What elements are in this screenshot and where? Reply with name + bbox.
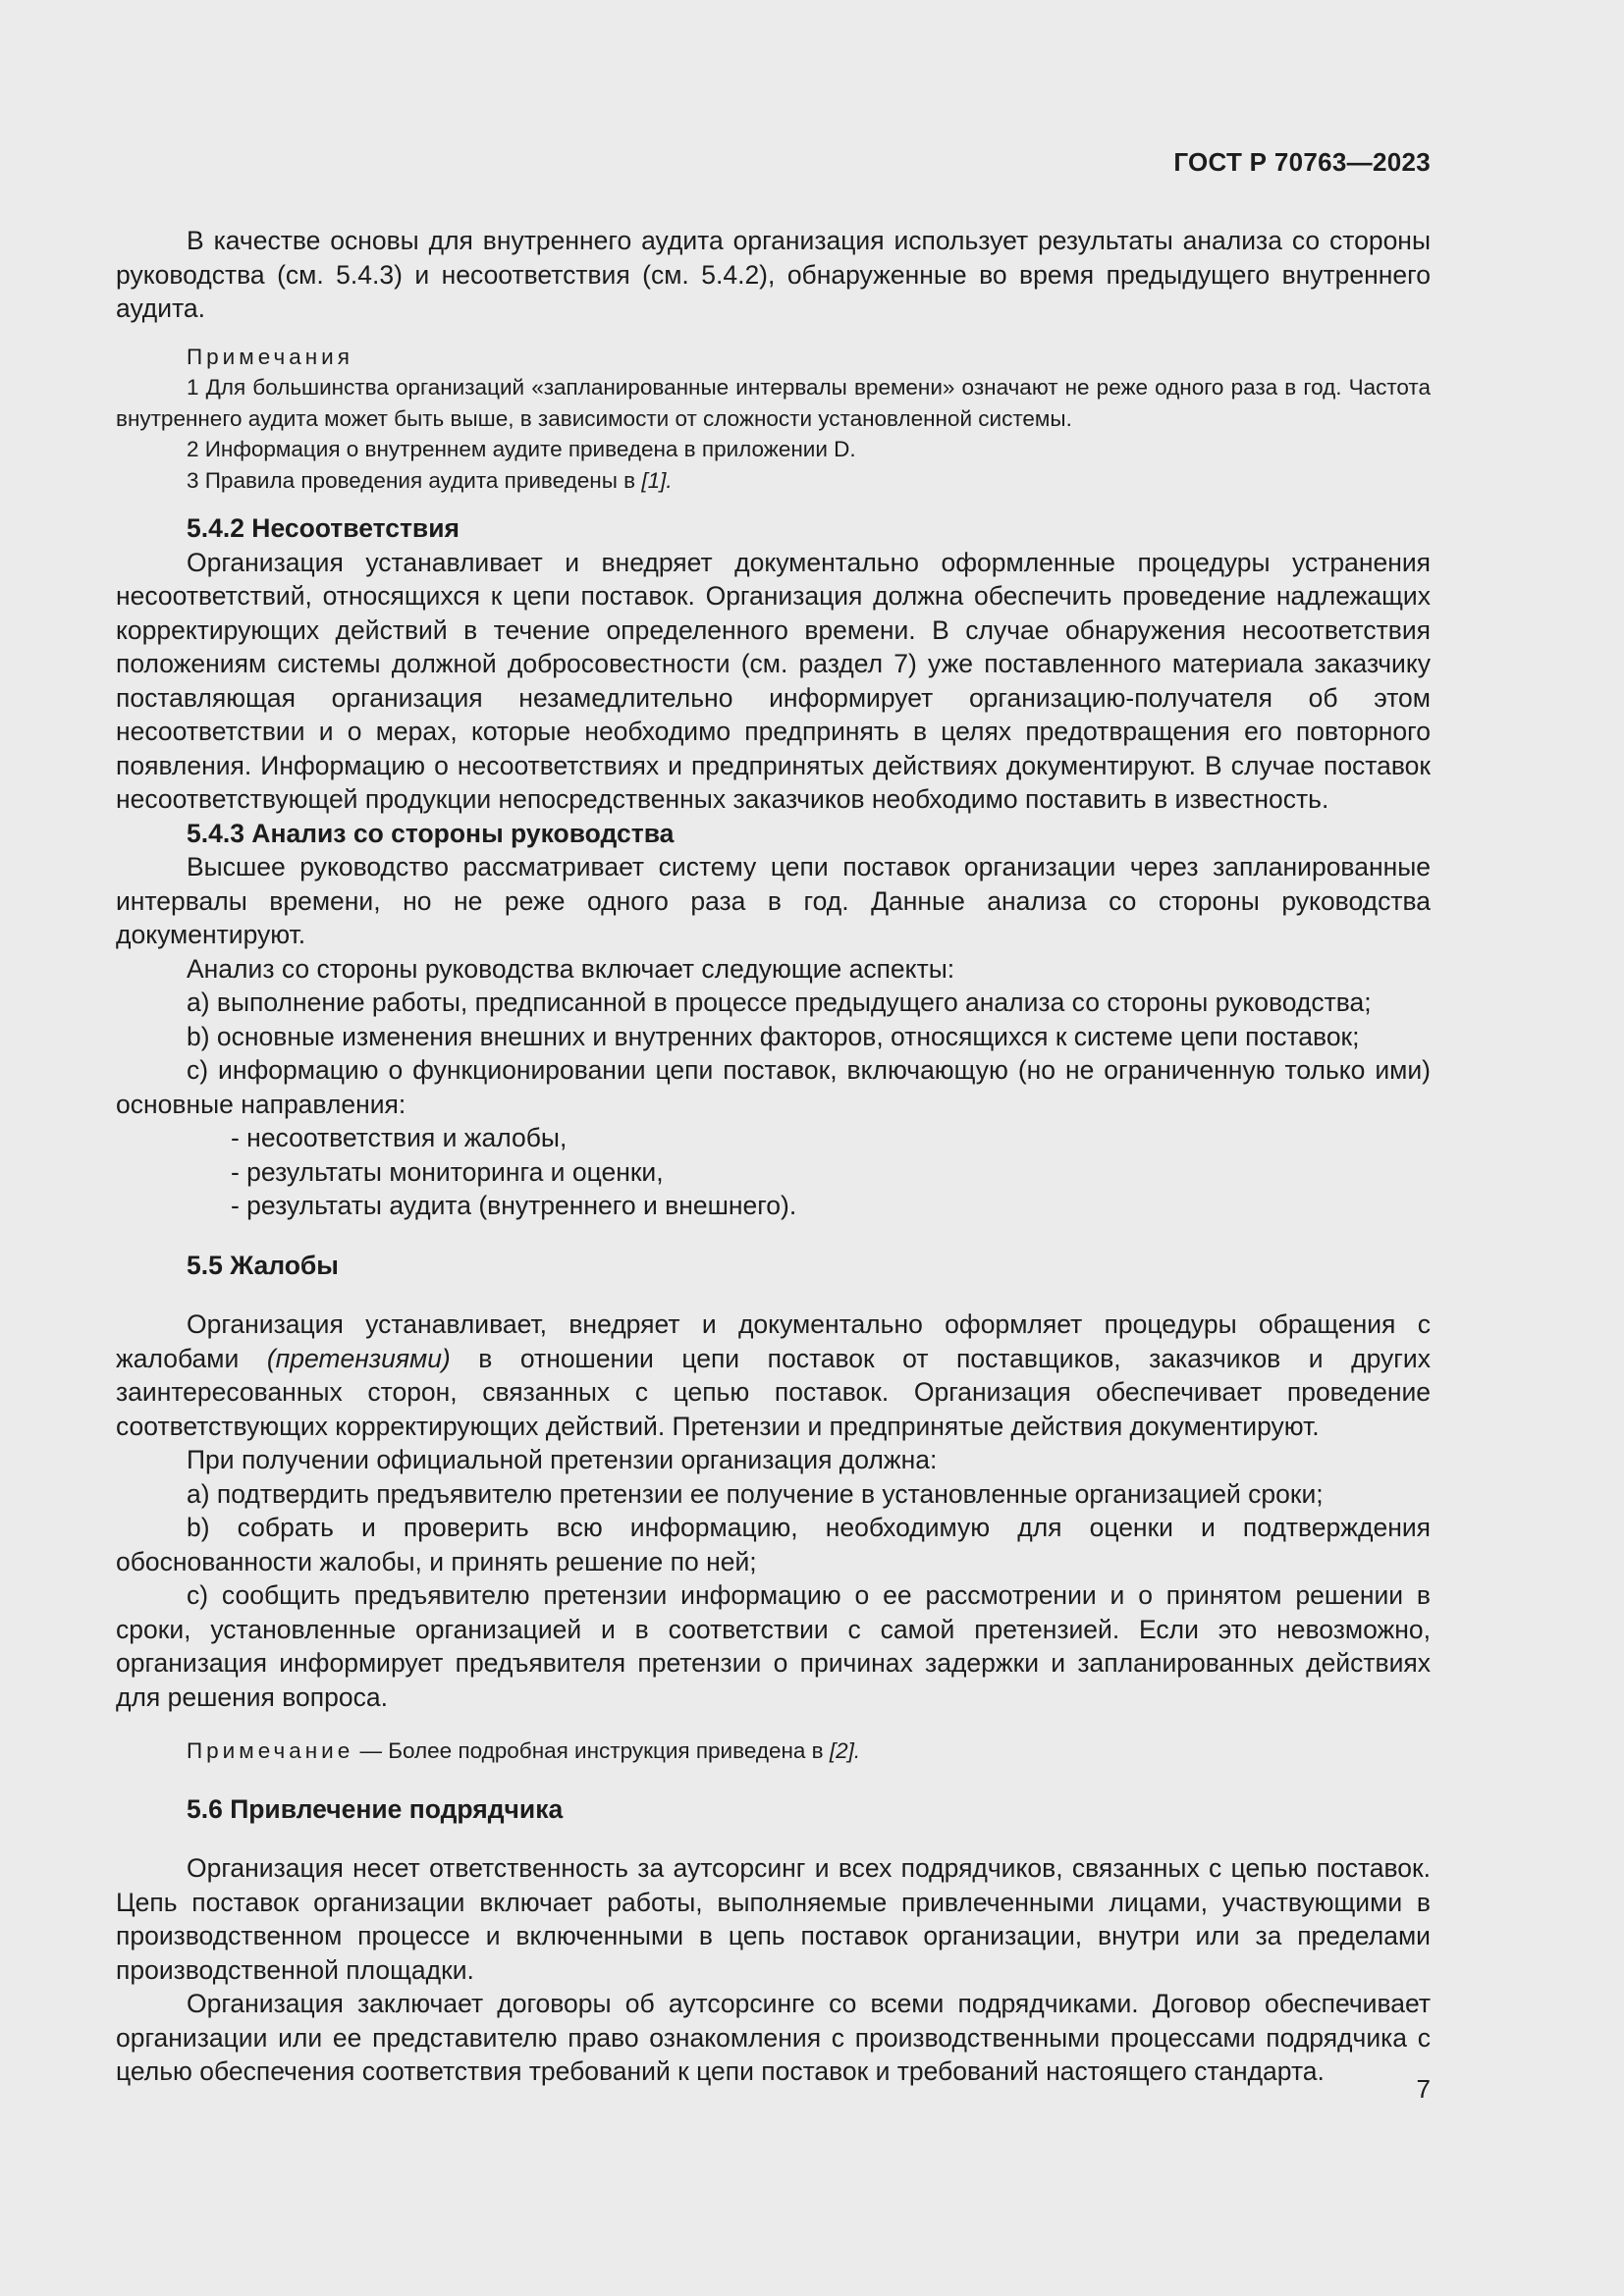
note-heading: Примечание (187, 1738, 354, 1763)
list-item: c) сообщить предъявителю претензии информацию о ее рассмотрении и о принятом решении в сроки, установленные организацией и в соответствии с самой претензией. Если это невозможно, организация информирует предъявителя претензии о причинах задержки и запланированных действиях для решения вопроса. (116, 1580, 1431, 1712)
bibliography-ref: [2]. (829, 1738, 861, 1763)
note-paragraph (116, 1735, 1431, 1767)
note-item: 1 Для большинства организаций «запланированные интервалы времени» означают не реже одного раза в год. Частота внутреннего аудита может быть выше, в зависимости от сложности установленной системы. (116, 375, 1431, 431)
list-item: b) основные изменения внешних и внутренних факторов, относящихся к системе цепи поставок; (187, 1021, 1360, 1051)
section-paragraph: Организация несет ответственность за аутсорсинг и всех подрядчиков, связанных с цепью поставок. Цепь поставок организации включает работы, выполняемые привлеченными лицами, участвующими в производственном процессе и включенными в цепь поставок организации, внутри или за пределами производственной площадки. (116, 1853, 1431, 1985)
list-item: b) собрать и проверить всю информацию, необходимую для оценки и подтверждения обоснованности жалобы, и принять решение по ней; (116, 1513, 1431, 1576)
section-paragraph: Организация устанавливает и внедряет документально оформленные процедуры устранения несоответствий, относящихся к цепи поставок. Организация должна обеспечить проведение надлежащих корректирующих действий в течение определенного времени. В случае обнаружения несоответствия положениям системы должной добросовестности (см. раздел 7) уже поставленного материала заказчику поставляющая организация незамедлительно информирует организацию-получателя об этом несоответствии и о мерах, которые необходимо предпринять в целях предотвращения его повторного появления. Информацию о несоответствиях и предпринятых действиях документируют. В случае поставок несоответствующей продукции непосредственных заказчиков необходимо поставить в известность. (116, 547, 1431, 814)
dash-item: - несоответствия и жалобы, (231, 1123, 568, 1152)
note-text: — Более подробная инструкция приведена в (359, 1738, 824, 1763)
note-item (116, 465, 1431, 497)
note-item: 2 Информация о внутреннем аудите приведена в приложении D. (187, 437, 856, 461)
section-title-5-4-2: 5.4.2 Несоответствия (187, 513, 460, 543)
intro-paragraph: В качестве основы для внутреннего аудита организация использует результаты анализа со стороны руководства (см. 5.4.3) и несоответствия (см. 5.4.2), обнаруженные во время предыдущего внутреннего аудита. (116, 226, 1431, 323)
paragraph-text: Организация устанавливает, внедряет и документально оформляет процедуры обращения с жалобами (116, 1309, 1431, 1373)
dash-item: - результаты мониторинга и оценки, (231, 1156, 664, 1187)
paragraph-text: в отношении цепи поставок от поставщиков, заказчиков и других заинтересованных сторон, связанных с цепью поставок. Организация обеспечивает проведение соответствующих корректирующих действий. Претензии и предпринятые действия документируют. (116, 1343, 1431, 1441)
list-item: c) информацию о функционировании цепи поставок, включающую (но не ограниченную только ими) основные направления: (116, 1055, 1431, 1119)
paragraph-emphasis: (претензиями) (266, 1343, 451, 1373)
page-number: 7 (1416, 2074, 1431, 2104)
section-paragraph: Высшее руководство рассматривает систему цепи поставок организации через запланированные интервалы времени, но не реже одного раза в год. Данные анализа со стороны руководства документируют. (116, 852, 1431, 949)
section-paragraph: Организация заключает договоры об аутсорсинге со всеми подрядчиками. Договор обеспечивает организации или ее представителю право ознакомления с производственными процессами подрядчика с целью обеспечения соответствия требований к цепи поставок и требований настоящего стандарта. (116, 1989, 1431, 2086)
section-paragraph: При получении официальной претензии организация должна: (187, 1445, 938, 1474)
bibliography-ref: [1]. (641, 467, 673, 493)
section-paragraph: Анализ со стороны руководства включает следующие аспекты: (187, 953, 955, 984)
document-body (116, 224, 1431, 2089)
document-code-header: ГОСТ Р 70763—2023 (1173, 147, 1431, 177)
section-title-5-6: 5.6 Привлечение подрядчика (187, 1793, 564, 1824)
list-item: a) подтвердить предъявителю претензии ее получение в установленные организацией сроки; (187, 1478, 1324, 1509)
notes-heading: Примечания (187, 344, 353, 369)
section-title-5-5: 5.5 Жалобы (187, 1250, 339, 1280)
dash-item: - результаты аудита (внутреннего и внешнего). (231, 1191, 797, 1220)
section-title-5-4-3: 5.4.3 Анализ со стороны руководства (187, 818, 675, 848)
list-item: a) выполнение работы, предписанной в процессе предыдущего анализа со стороны руководства; (187, 988, 1372, 1017)
section-paragraph (116, 1308, 1431, 1443)
notes-block (116, 342, 1431, 497)
note-item-text: 3 Правила проведения аудита приведены в (187, 467, 636, 493)
